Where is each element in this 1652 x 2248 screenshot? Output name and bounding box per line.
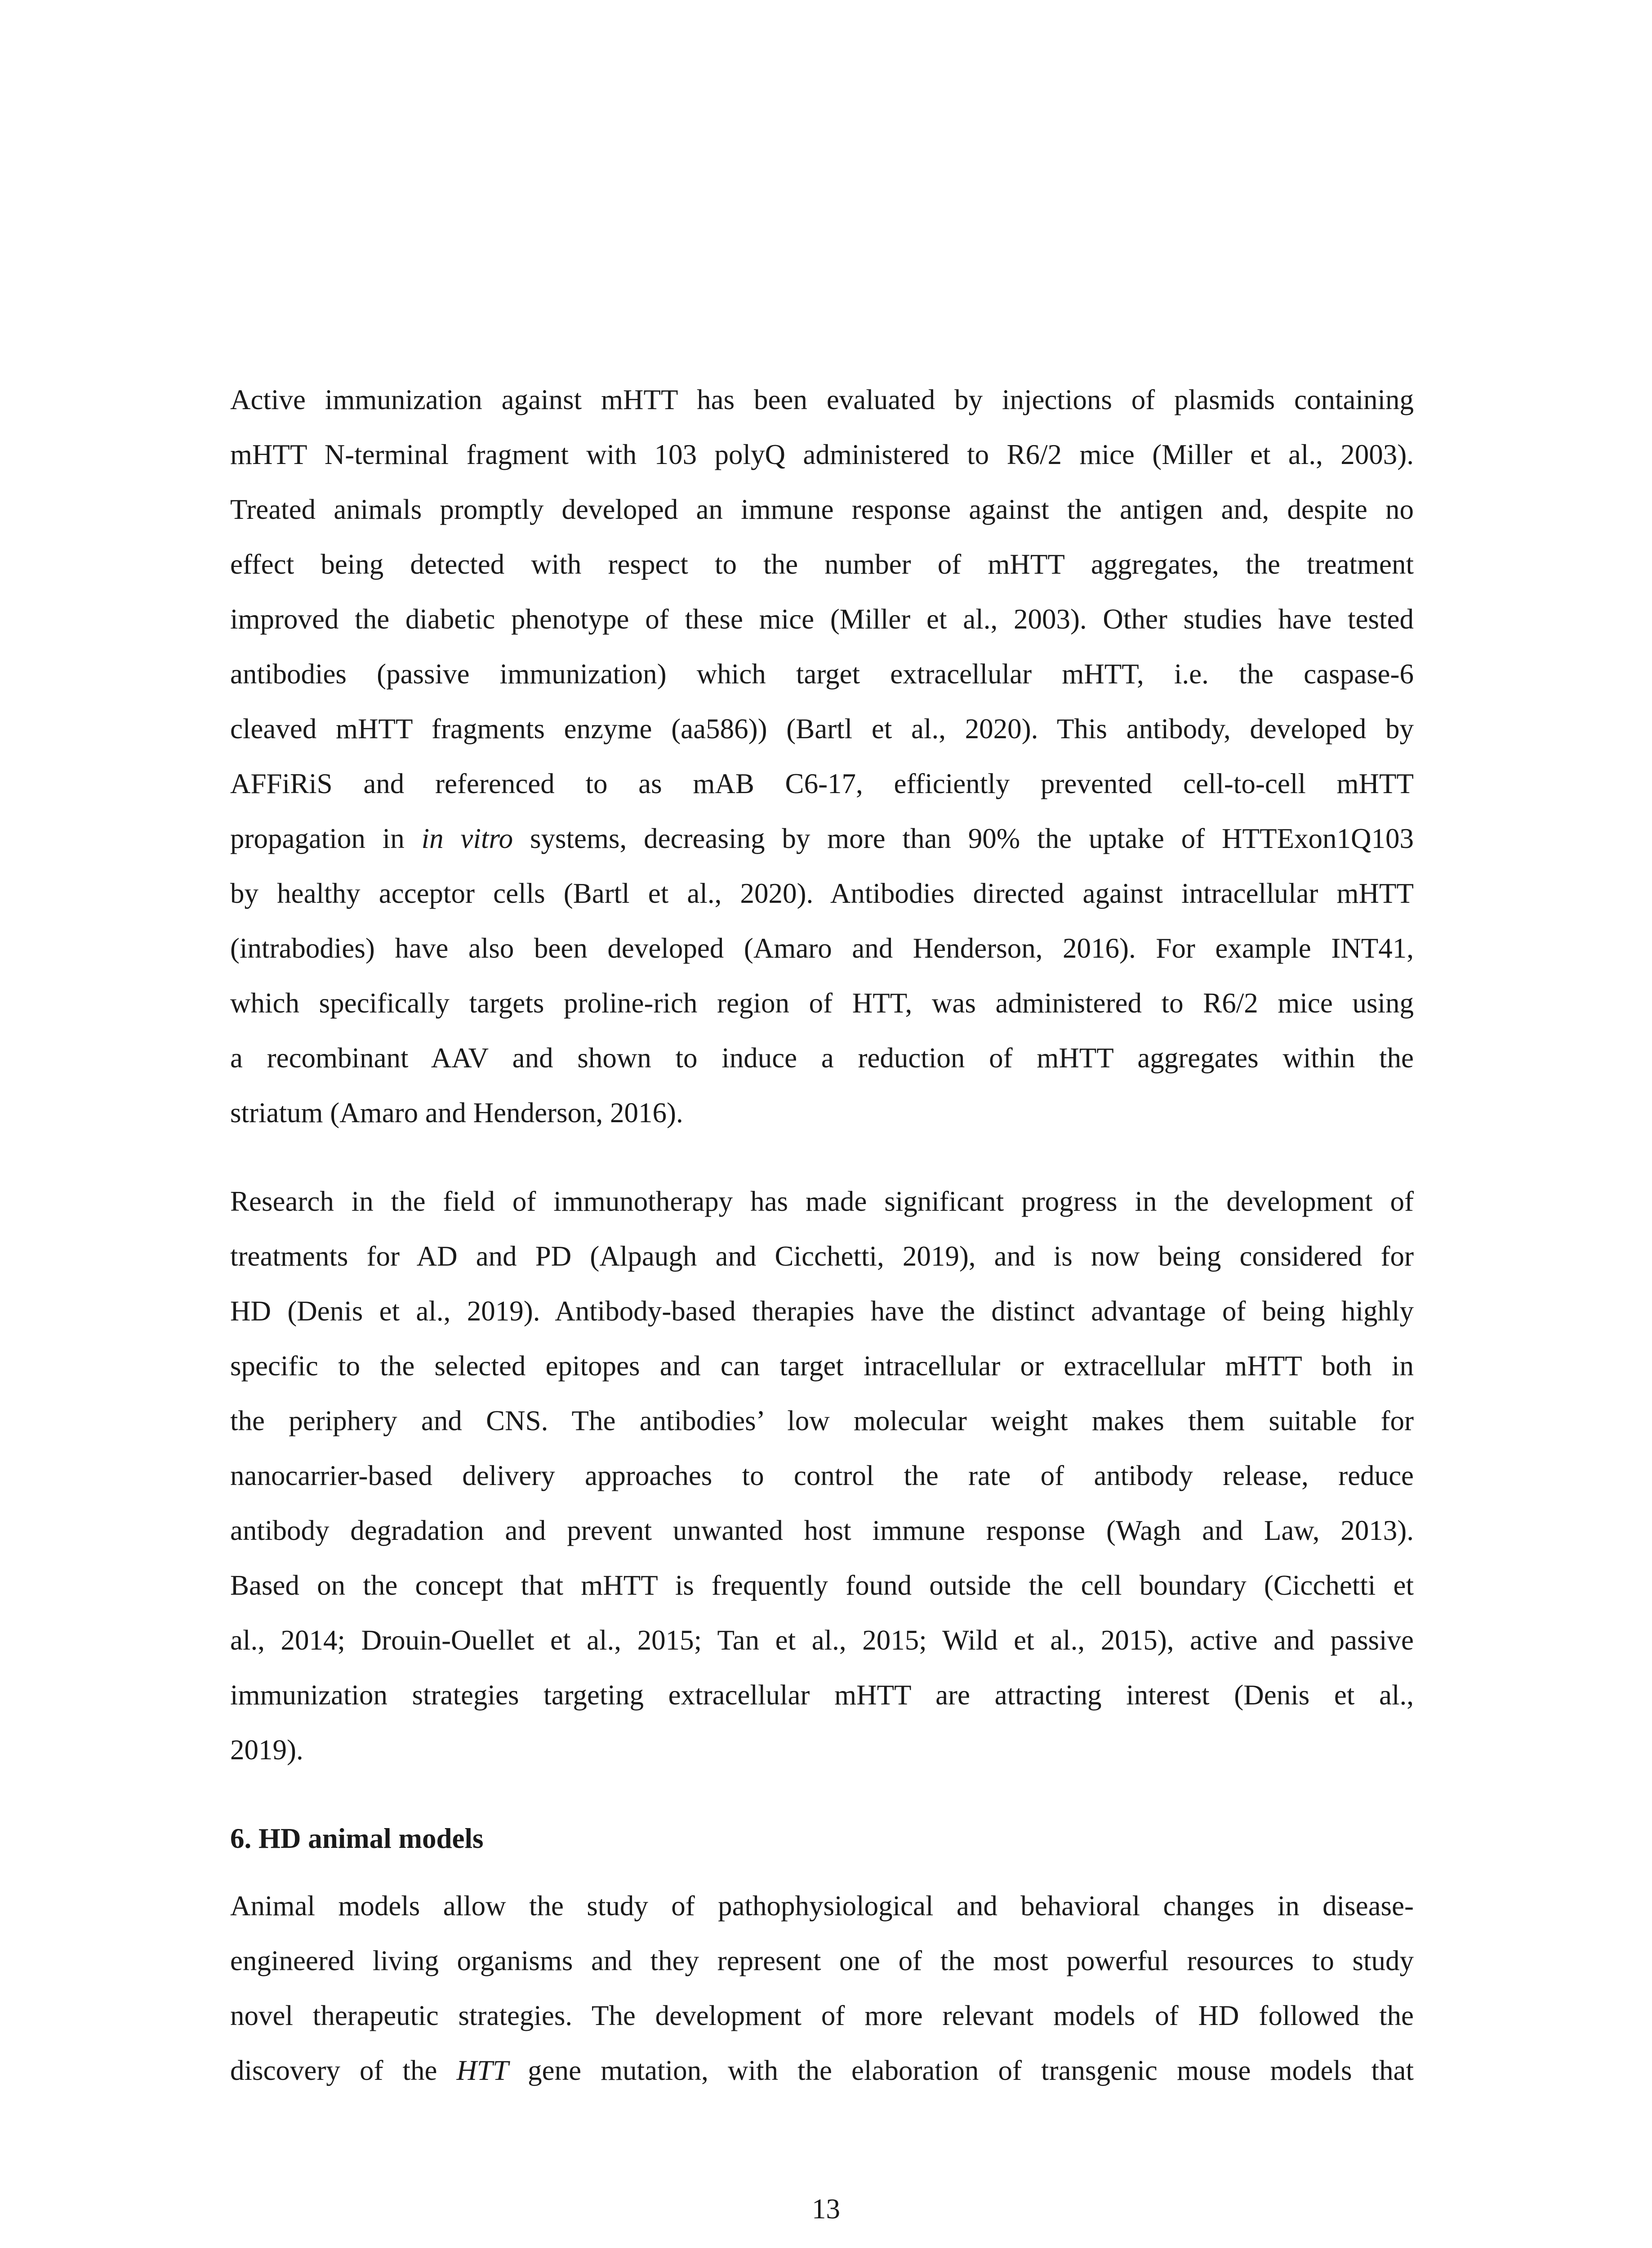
text-line: Based on the concept that mHTT is frequently found outside the cell boundary (Cicchetti et — [230, 1570, 1414, 1601]
italic-term: in vitro — [421, 823, 513, 854]
text-line: nanocarrier-based delivery approaches to control the rate of antibody release, reduce — [230, 1460, 1414, 1491]
text-line: AFFiRiS and referenced to as mAB C6-17, efficiently prevented cell-to-cell mHTT — [230, 768, 1414, 799]
paragraph-spacer — [230, 1777, 1414, 1811]
text-line: cleaved mHTT fragments enzyme (aa586)) (Bartl et al., 2020). This antibody, developed by — [230, 713, 1414, 745]
text-line — [230, 811, 1414, 866]
section-heading: 6. HD animal models — [230, 1823, 484, 1854]
text-line: striatum (Amaro and Henderson, 2016). — [230, 1097, 683, 1128]
text-line: novel therapeutic strategies. The development of more relevant models of HD followed the — [230, 2000, 1414, 2031]
italic-gene-name: HTT — [456, 2055, 509, 2086]
text-run: propagation in — [230, 823, 422, 854]
text-line: engineered living organisms and they represent one of the most powerful resources to study — [230, 1945, 1414, 1976]
text-line: HD (Denis et al., 2019). Antibody-based therapies have the distinct advantage of being highly — [230, 1295, 1414, 1327]
text-line: treatments for AD and PD (Alpaugh and Cicchetti, 2019), and is now being considered for — [230, 1240, 1414, 1272]
text-line: mHTT N-terminal fragment with 103 polyQ administered to R6/2 mice (Miller et al., 2003). — [230, 439, 1414, 470]
text-line: a recombinant AAV and shown to induce a reduction of mHTT aggregates within the — [230, 1042, 1414, 1074]
text-line: antibodies (passive immunization) which target extracellular mHTT, i.e. the caspase-6 — [230, 658, 1414, 690]
text-line: Animal models allow the study of pathophysiological and behavioral changes in disease- — [230, 1890, 1414, 1922]
text-line: the periphery and CNS. The antibodies’ low molecular weight makes them suitable for — [230, 1405, 1414, 1436]
paragraph-immunotherapy — [230, 1174, 1414, 1777]
text-line: Treated animals promptly developed an immune response against the antigen and, despite no — [230, 494, 1414, 525]
text-run: discovery of the — [230, 2055, 457, 2086]
text-line: antibody degradation and prevent unwanted host immune response (Wagh and Law, 2013). — [230, 1515, 1414, 1546]
text-line: Research in the field of immunotherapy has made significant progress in the development of — [230, 1186, 1414, 1217]
body-text — [230, 372, 1414, 2098]
text-line: which specifically targets proline-rich region of HTT, was administered to R6/2 mice using — [230, 987, 1414, 1019]
text-line: by healthy acceptor cells (Bartl et al., 2020). Antibodies directed against intracellular mHTT — [230, 878, 1414, 909]
text-line: al., 2014; Drouin-Ouellet et al., 2015; Tan et al., 2015; Wild et al., 2015), active and passive — [230, 1624, 1414, 1656]
page-number: 13 — [812, 2193, 840, 2225]
text-line: specific to the selected epitopes and can target intracellular or extracellular mHTT both in — [230, 1350, 1414, 1382]
text-line: Active immunization against mHTT has been evaluated by injections of plasmids containing — [230, 384, 1414, 415]
paragraph-animal-models — [230, 1878, 1414, 2098]
text-line: improved the diabetic phenotype of these mice (Miller et al., 2003). Other studies have tested — [230, 603, 1414, 635]
paragraph-immunization — [230, 372, 1414, 1140]
text-line: immunization strategies targeting extracellular mHTT are attracting interest (Denis et al., — [230, 1679, 1414, 1711]
text-line: effect being detected with respect to the number of mHTT aggregates, the treatment — [230, 549, 1414, 580]
paragraph-spacer — [230, 1140, 1414, 1174]
text-run: systems, decreasing by more than 90% the uptake of HTTExon1Q103 — [513, 823, 1414, 854]
heading-spacer — [230, 1866, 1414, 1878]
text-line — [230, 2043, 1414, 2098]
text-line: 2019). — [230, 1734, 303, 1766]
text-run: gene mutation, with the elaboration of transgenic mouse models that — [508, 2055, 1414, 2086]
text-line: (intrabodies) have also been developed (Amaro and Henderson, 2016). For example INT41, — [230, 932, 1414, 964]
